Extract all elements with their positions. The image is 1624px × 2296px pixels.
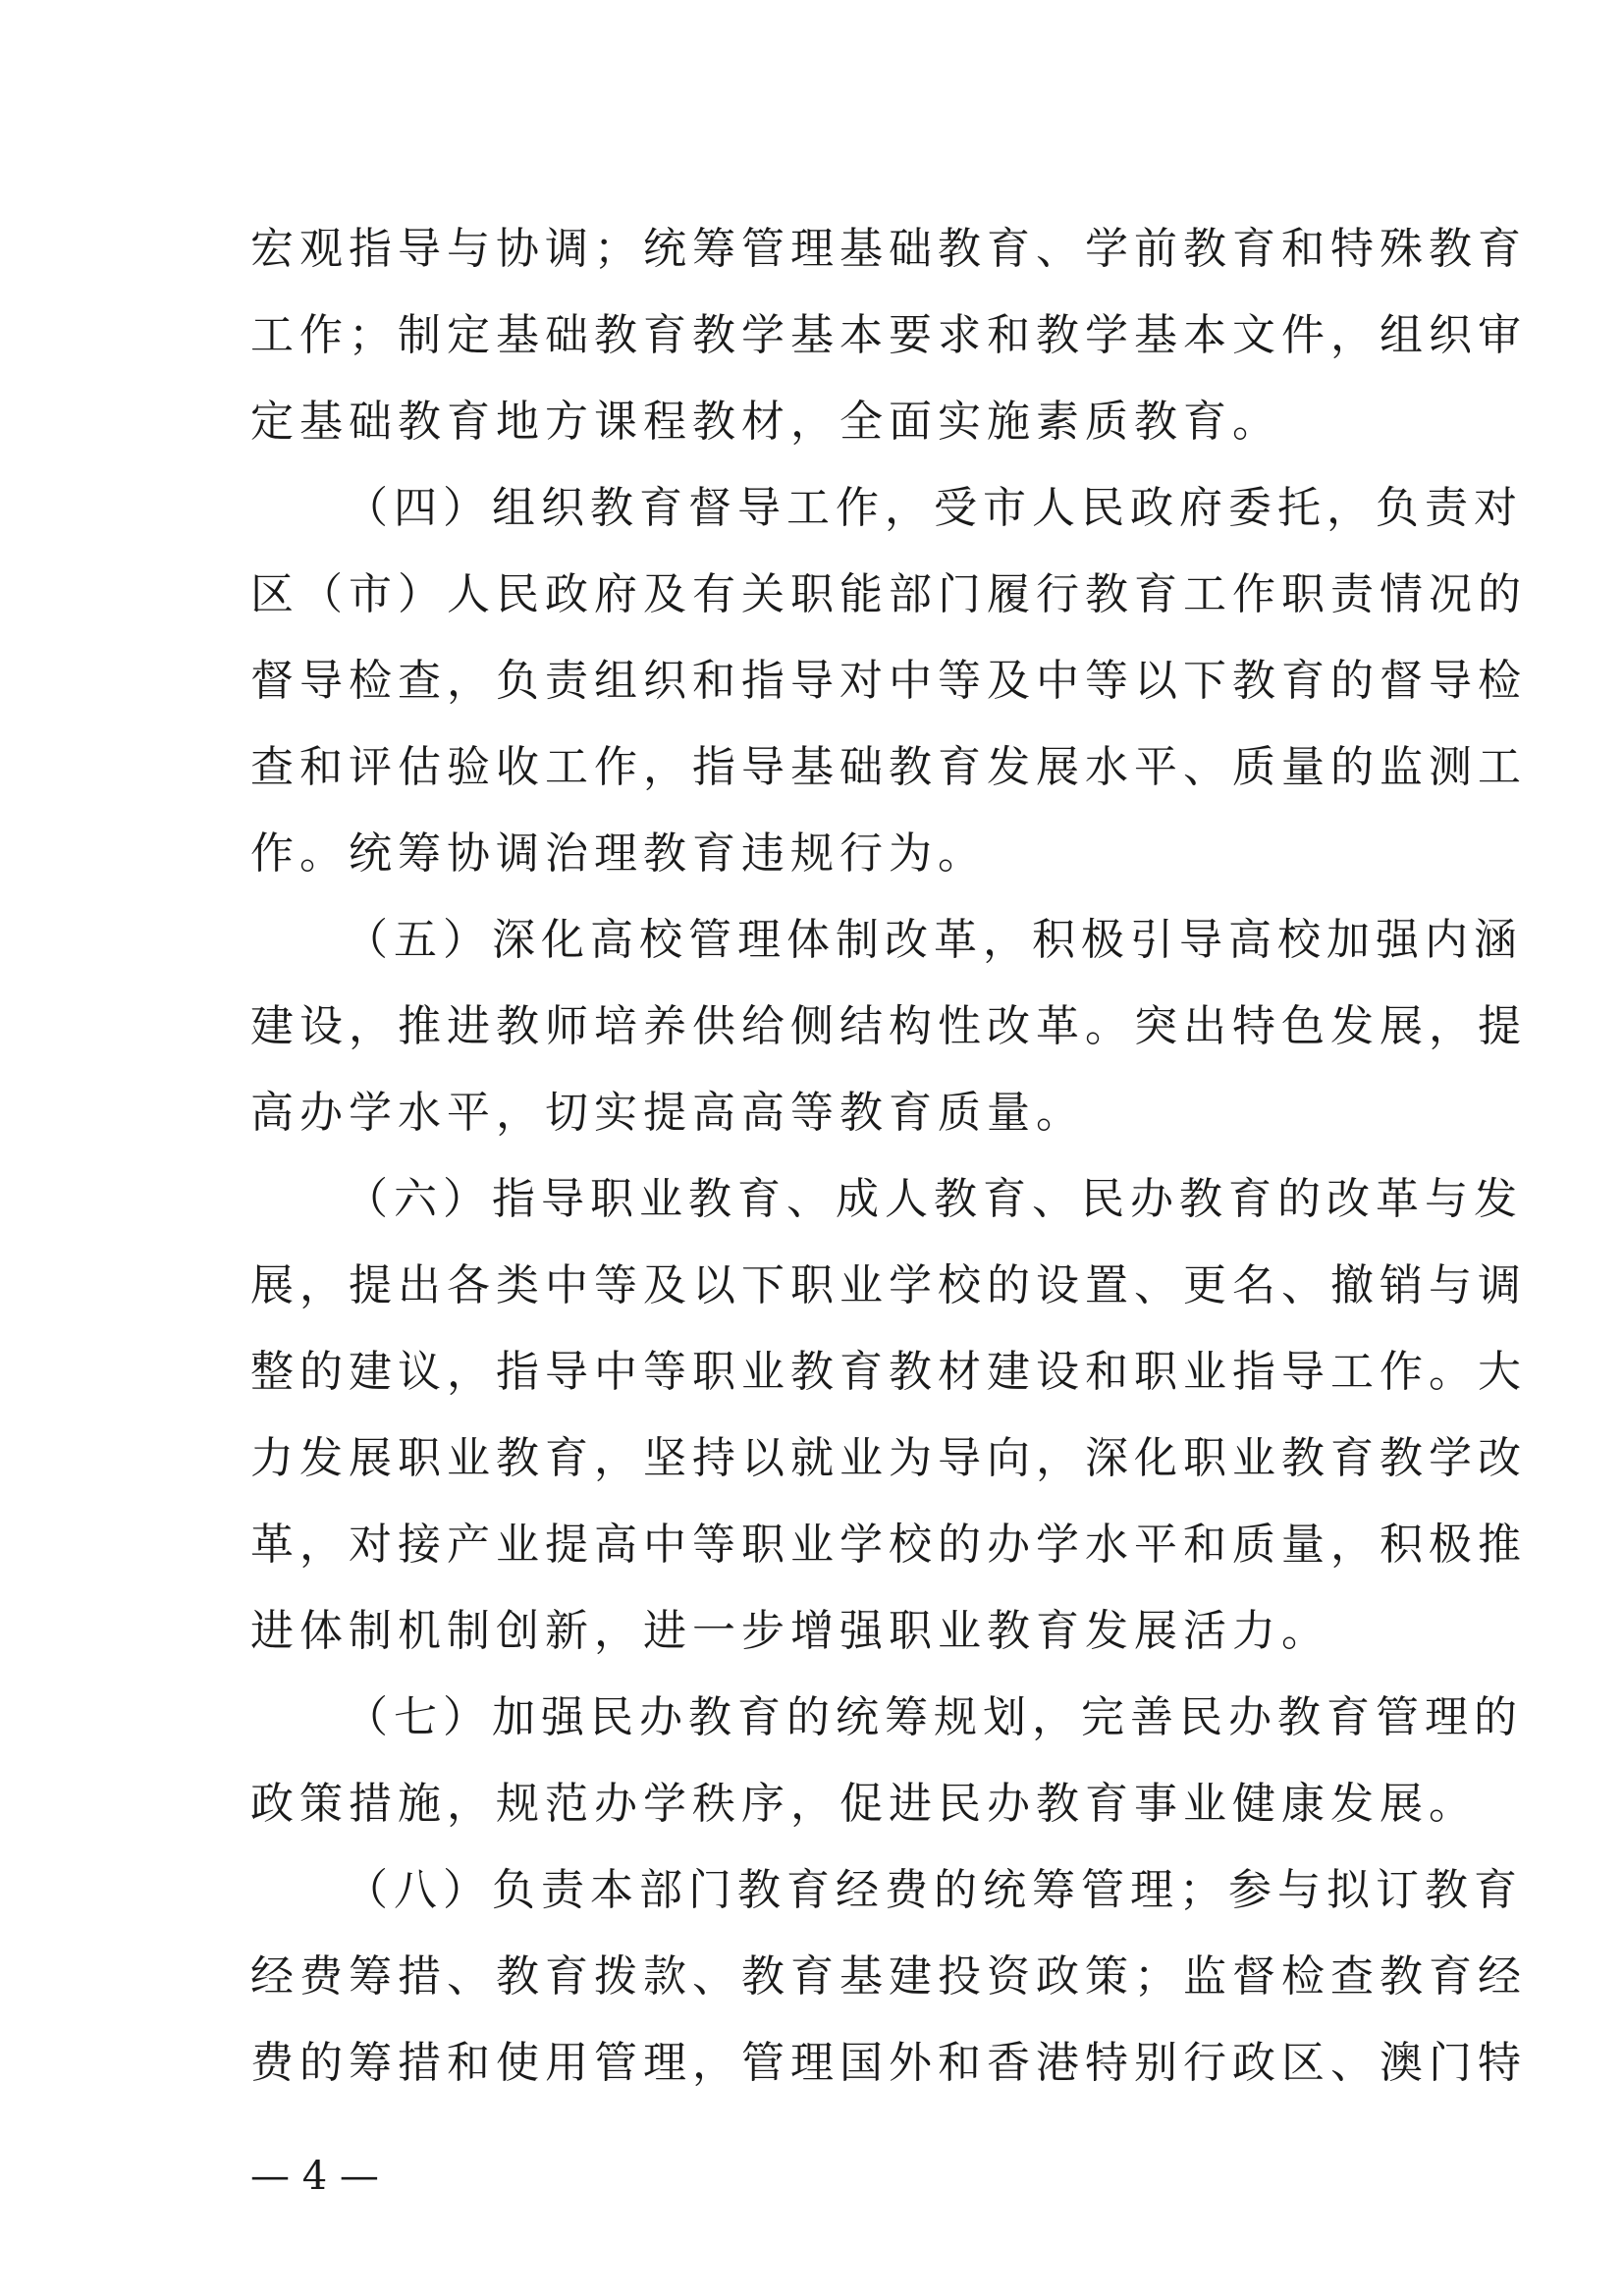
text-line: 建设，推进教师培养供给侧结构性改革。突出特色发展，提 bbox=[250, 1001, 1527, 1051]
paragraph-first-line: （七）加强民办教育的统筹规划，完善民办教育管理的 bbox=[345, 1692, 1523, 1742]
paragraph-first-line: （四）组织教育督导工作，受市人民政府委托，负责对 bbox=[345, 483, 1523, 533]
paragraph-first-line: （五）深化高校管理体制改革，积极引导高校加强内涵 bbox=[345, 915, 1523, 965]
text-line: 工作；制定基础教育教学基本要求和教学基本文件，组织审 bbox=[250, 310, 1527, 360]
text-line: 展，提出各类中等及以下职业学校的设置、更名、撤销与调 bbox=[250, 1260, 1527, 1310]
paragraph-first-line: （八）负责本部门教育经费的统筹管理；参与拟订教育 bbox=[345, 1865, 1523, 1915]
text-line: 力发展职业教育，坚持以就业为导向，深化职业教育教学改 bbox=[250, 1433, 1527, 1483]
text-line: 进体制机制创新，进一步增强职业教育发展活力。 bbox=[250, 1606, 1330, 1656]
page-number: — 4 — bbox=[250, 2154, 379, 2199]
body-text bbox=[250, 206, 1527, 2107]
text-line: 高办学水平，切实提高高等教育质量。 bbox=[250, 1088, 1085, 1138]
text-line: 定基础教育地方课程教材，全面实施素质教育。 bbox=[250, 397, 1281, 447]
text-line: 查和评估验收工作，指导基础教育发展水平、质量的监测工 bbox=[250, 742, 1527, 792]
text-line: 区（市）人民政府及有关职能部门履行教育工作职责情况的 bbox=[250, 569, 1527, 619]
text-line: 革，对接产业提高中等职业学校的办学水平和质量，积极推 bbox=[250, 1520, 1527, 1570]
text-line: 整的建议，指导中等职业教育教材建设和职业指导工作。大 bbox=[250, 1347, 1527, 1397]
text-line: 费的筹措和使用管理，管理国外和香港特别行政区、澳门特 bbox=[250, 2038, 1527, 2088]
text-line: 宏观指导与协调；统筹管理基础教育、学前教育和特殊教育 bbox=[250, 224, 1527, 274]
paragraph-first-line: （六）指导职业教育、成人教育、民办教育的改革与发 bbox=[345, 1174, 1523, 1224]
text-line: 政策措施，规范办学秩序，促进民办教育事业健康发展。 bbox=[250, 1779, 1478, 1829]
text-line: 经费筹措、教育拨款、教育基建投资政策；监督检查教育经 bbox=[250, 1951, 1527, 2002]
text-line: 督导检查，负责组织和指导对中等及中等以下教育的督导检 bbox=[250, 656, 1527, 706]
text-line: 作。统筹协调治理教育违规行为。 bbox=[250, 828, 987, 879]
